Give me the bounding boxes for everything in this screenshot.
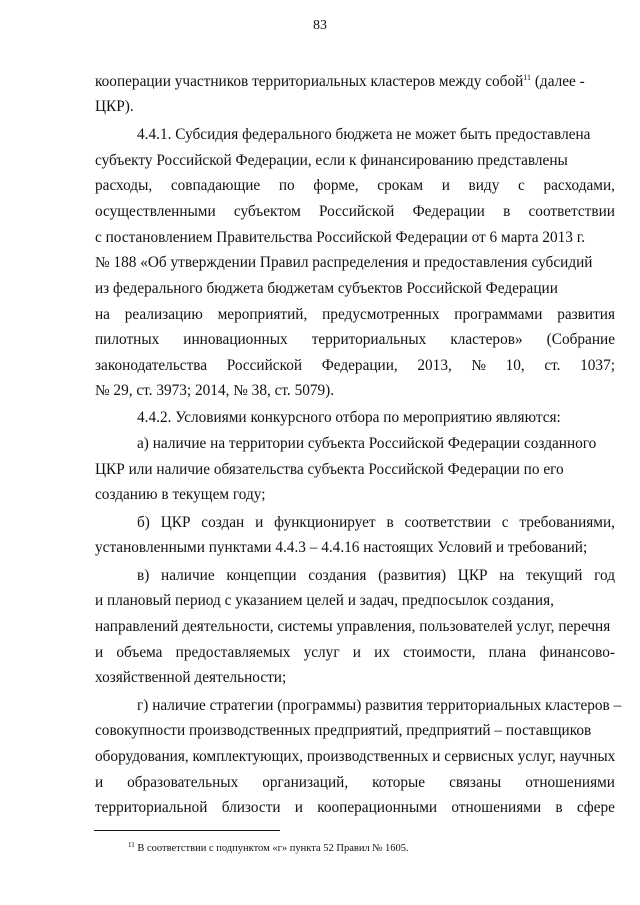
word: финансово- bbox=[539, 644, 615, 661]
word: плана bbox=[488, 644, 527, 661]
word: в) bbox=[137, 567, 150, 584]
text: (далее - bbox=[531, 73, 585, 90]
item-c-line-4 bbox=[95, 644, 615, 662]
paragraph-441-line-5: с постановлением Правительства Российской Федерации от 6 марта 2013 г. bbox=[95, 229, 586, 246]
word: и bbox=[352, 644, 361, 661]
paragraph-continuation-line-2: ЦКР). bbox=[95, 98, 134, 115]
page-number: 83 bbox=[313, 18, 327, 33]
word: организаций, bbox=[262, 774, 349, 791]
word: программами bbox=[454, 306, 543, 323]
word: предусмотренных bbox=[322, 306, 440, 323]
item-a-line-2: ЦКР или наличие обязательства субъекта Российской Федерации по его bbox=[95, 461, 564, 478]
word: Российской bbox=[318, 203, 395, 220]
word: б) bbox=[137, 514, 150, 531]
paragraph-441-line-2: субъекту Российской Федерации, если к финансированию представлены bbox=[95, 152, 568, 169]
word: субъектом bbox=[233, 203, 301, 220]
paragraph-441-line-8 bbox=[95, 306, 615, 324]
item-d-line-1: г) наличие стратегии (программы) развития территориальных кластеров – bbox=[137, 697, 622, 714]
word: на bbox=[499, 567, 515, 584]
word: соответствии bbox=[404, 514, 491, 531]
word: в bbox=[503, 203, 511, 220]
word: которые bbox=[372, 774, 426, 791]
word: и bbox=[95, 774, 104, 791]
word: соответствии bbox=[528, 203, 615, 220]
word: инновационных bbox=[183, 331, 288, 348]
paragraph-441-line-6: № 188 «Об утверждении Правил распределения и предоставления субсидий bbox=[95, 254, 593, 271]
word: ЦКР bbox=[160, 514, 191, 531]
word: и bbox=[441, 177, 450, 194]
item-d-line-4 bbox=[95, 774, 615, 792]
paragraph-441-line-1: 4.4.1. Субсидия федерального бюджета не может быть предоставлена bbox=[137, 126, 591, 143]
word: услуг bbox=[303, 644, 340, 661]
word: образовательных bbox=[127, 774, 239, 791]
word: в bbox=[555, 799, 563, 816]
footnote-text: В соответствии с подпунктом «г» пункта 52 Правил № 1605. bbox=[134, 843, 409, 854]
word: связаны bbox=[449, 774, 502, 791]
word: на bbox=[95, 306, 110, 323]
word: с bbox=[518, 177, 525, 194]
word: с bbox=[501, 514, 509, 531]
word: год bbox=[594, 567, 615, 584]
word: сфере bbox=[576, 799, 615, 816]
footnote-ref: 11 bbox=[523, 73, 531, 82]
item-c-line-3: направлений деятельности, системы управления, пользователей услуг, перечня bbox=[95, 618, 611, 635]
word: 2013, bbox=[417, 357, 452, 374]
word: объема bbox=[116, 644, 163, 661]
word: ЦКР bbox=[457, 567, 488, 584]
item-a-line-3: созданию в текущем году; bbox=[95, 486, 266, 503]
paragraph-442-line-1: 4.4.2. Условиями конкурсного отбора по мероприятию являются: bbox=[137, 409, 561, 426]
word: создан bbox=[201, 514, 245, 531]
text: кооперации участников территориальных кластеров между собой bbox=[95, 73, 524, 90]
item-c-line-2: и плановый период с указанием целей и задач, предпосылок создания, bbox=[95, 592, 554, 609]
paragraph-441-line-10 bbox=[95, 357, 615, 375]
word: мероприятий, bbox=[217, 306, 308, 323]
word: осуществленными bbox=[95, 203, 216, 220]
word: № bbox=[471, 357, 487, 374]
word: в bbox=[386, 514, 394, 531]
word: расходами, bbox=[543, 177, 615, 194]
word: форме, bbox=[313, 177, 359, 194]
word: и bbox=[95, 644, 104, 661]
word: и bbox=[255, 514, 264, 531]
word: их bbox=[374, 644, 390, 661]
word: расходы, bbox=[95, 177, 153, 194]
word: отношениями bbox=[525, 774, 615, 791]
word: Федерации, bbox=[321, 357, 398, 374]
word: Федерации bbox=[412, 203, 485, 220]
word: виду bbox=[468, 177, 500, 194]
footnote-separator bbox=[94, 830, 280, 831]
item-c-line-5: хозяйственной деятельности; bbox=[95, 669, 287, 686]
word: 1037; bbox=[580, 357, 615, 374]
word: срокам bbox=[377, 177, 424, 194]
word: кооперационными bbox=[317, 799, 438, 816]
paragraph-441-line-3 bbox=[95, 177, 615, 195]
item-b-line-1 bbox=[137, 514, 615, 532]
item-d-line-2: совокупности производственных предприятий, предприятий – поставщиков bbox=[95, 722, 592, 739]
paragraph-continuation-line-1 bbox=[95, 73, 585, 91]
paragraph-441-line-9 bbox=[95, 331, 615, 349]
paragraph-441-line-4 bbox=[95, 203, 615, 221]
word: по bbox=[278, 177, 295, 194]
word: кластеров» bbox=[450, 331, 523, 348]
word: отношениями bbox=[451, 799, 542, 816]
paragraph-441-line-11: № 29, ст. 3973; 2014, № 38, ст. 5079). bbox=[95, 382, 335, 399]
word: развития bbox=[557, 306, 615, 323]
word: ст. bbox=[544, 357, 561, 374]
word: требованиями, bbox=[519, 514, 615, 531]
word: территориальной bbox=[95, 799, 208, 816]
word: реализацию bbox=[124, 306, 203, 323]
word: создания bbox=[308, 567, 367, 584]
footnote-number: 11 bbox=[128, 841, 135, 849]
paragraph-441-line-7: из федерального бюджета бюджетам субъектов Российской Федерации bbox=[95, 280, 558, 297]
word: 10, bbox=[505, 357, 525, 374]
word: законодательства bbox=[95, 357, 208, 374]
word: территориальных bbox=[311, 331, 427, 348]
word: и bbox=[294, 799, 303, 816]
word: совпадающие bbox=[170, 177, 261, 194]
word: (развития) bbox=[378, 567, 447, 584]
word: наличие bbox=[161, 567, 215, 584]
item-d-line-5 bbox=[95, 799, 615, 817]
word: Российской bbox=[226, 357, 303, 374]
footnote bbox=[128, 842, 409, 855]
word: концепции bbox=[226, 567, 297, 584]
item-b-line-2: установленными пунктами 4.4.3 – 4.4.16 настоящих Условий и требований; bbox=[95, 539, 588, 556]
word: стоимости, bbox=[403, 644, 476, 661]
word: текущий bbox=[525, 567, 583, 584]
item-a-line-1: а) наличие на территории субъекта Российской Федерации созданного bbox=[137, 435, 597, 452]
item-d-line-3: оборудования, комплектующих, производственных и сервисных услуг, научных bbox=[95, 748, 616, 765]
item-c-line-1 bbox=[137, 567, 615, 585]
word: близости bbox=[221, 799, 281, 816]
word: (Собрание bbox=[546, 331, 615, 348]
word: пилотных bbox=[95, 331, 160, 348]
word: функционирует bbox=[274, 514, 376, 531]
word: предоставляемых bbox=[175, 644, 291, 661]
